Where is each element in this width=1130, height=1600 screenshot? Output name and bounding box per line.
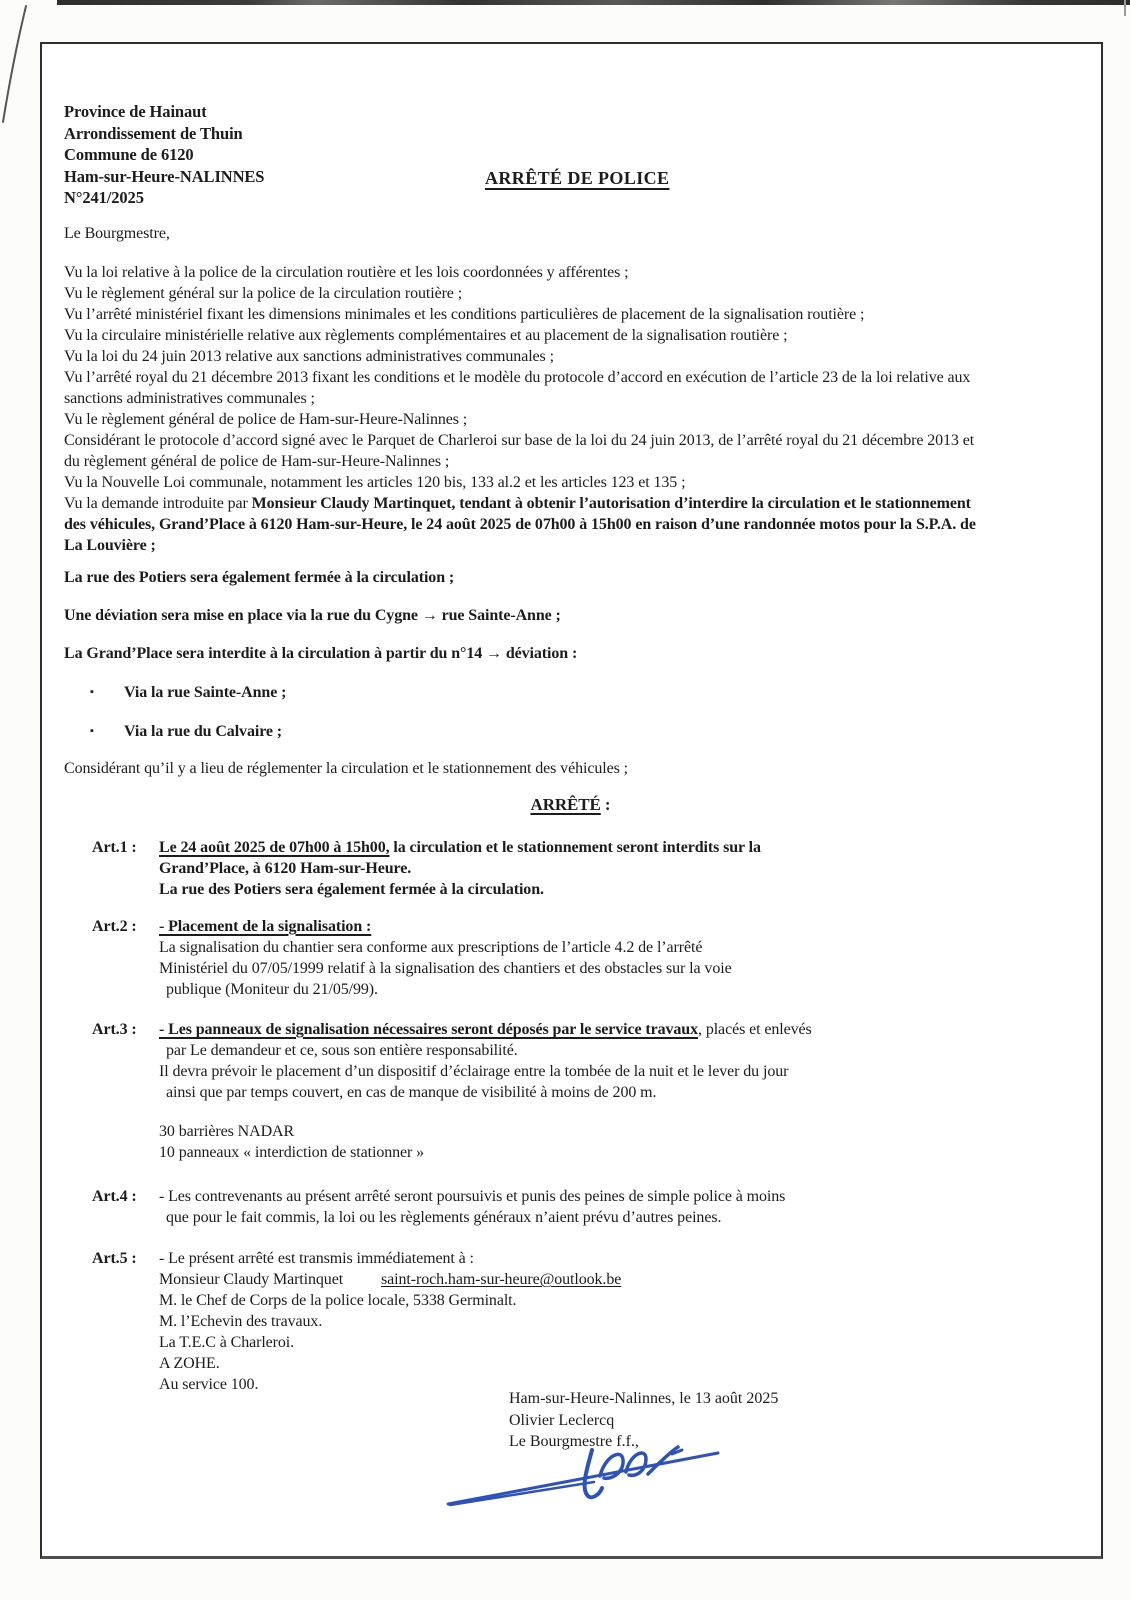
- signature-place-date: Ham-sur-Heure-Nalinnes, le 13 août 2025: [509, 1390, 779, 1407]
- statement-grand-place: La Grand’Place sera interdite à la circulation à partir du n°14 → déviation :: [64, 644, 578, 662]
- article-3: [64, 1019, 1077, 1163]
- document-content: [42, 44, 1101, 1395]
- article-1: [64, 837, 1077, 900]
- preamble-line: Vu la circulaire ministérielle relative aux règlements complémentaires et au placement de la signalisation routière ;: [64, 326, 788, 344]
- article-1-underlined: Le 24 août 2025 de 07h00 à 15h00,: [159, 838, 390, 856]
- article-4: [64, 1186, 1077, 1228]
- letterhead-line: Ham-sur-Heure-NALINNES: [64, 166, 265, 186]
- arrete-heading-colon: :: [600, 794, 611, 814]
- preamble-line: du règlement général de police de Ham-sur-Heure-Nalinnes ;: [64, 452, 450, 470]
- article-1-body: [159, 837, 761, 900]
- article-1-rest: la circulation et le stationnement seront interdits sur la: [389, 838, 761, 856]
- arrete-heading: [64, 794, 1077, 815]
- article-2: [64, 916, 1077, 1000]
- article-5: [64, 1248, 1077, 1395]
- article-4-label: Art.4 :: [92, 1187, 137, 1205]
- letterhead-line: Commune de 6120: [64, 145, 194, 165]
- document-title: ARRÊTÉ DE POLICE: [485, 168, 670, 188]
- request-prefix: Vu la demande introduite par: [64, 494, 252, 512]
- bullet-item: [64, 682, 1077, 703]
- signature-name: Olivier Leclercq: [509, 1411, 615, 1429]
- article-3-label: Art.3 :: [92, 1020, 137, 1038]
- article-3-line: Il devra prévoir le placement d’un dispositif d’éclairage entre la tombée de la nuit et le lever du jour: [159, 1062, 789, 1080]
- article-3-heading: [159, 1019, 812, 1040]
- article-2-line: La signalisation du chantier sera conforme aux prescriptions de l’article 4.2 de l’arrêté: [159, 938, 703, 956]
- article-5-label: Art.5 :: [92, 1249, 137, 1267]
- preamble: [64, 262, 1077, 556]
- recipient-line: A ZOHE.: [159, 1354, 220, 1372]
- recipient-line: M. le Chef de Corps de la police locale, 5338 Germinalt.: [159, 1291, 517, 1309]
- article-2-heading: - Placement de la signalisation :: [159, 917, 372, 935]
- preamble-line: Vu la loi du 24 juin 2013 relative aux sanctions administratives communales ;: [64, 347, 554, 365]
- recipient-line: M. l’Echevin des travaux.: [159, 1312, 323, 1330]
- article-3-body: [159, 1019, 812, 1163]
- article-3-heading-rest: , placés et enlevés: [698, 1020, 812, 1038]
- bullet-text: Via la rue Sainte-Anne ;: [124, 683, 287, 701]
- recipient-line: La T.E.C à Charleroi.: [159, 1333, 295, 1351]
- preamble-line: Vu l’arrêté ministériel fixant les dimensions minimales et les conditions particulières de placement de la signalisation routière ;: [64, 305, 865, 323]
- scan-artifact-edge-tick: [1124, 0, 1126, 16]
- reference-number: N°241/2025: [64, 188, 144, 208]
- pen-mark-corner: [0, 2, 40, 132]
- request-bold: Monsieur Claudy Martinquet, tendant à obtenir l’autorisation d’interdire la circulation et le stationnement: [251, 494, 971, 512]
- letterhead-line: Arrondissement de Thuin: [64, 123, 243, 143]
- article-3-line: par Le demandeur et ce, sous son entière responsabilité.: [166, 1041, 518, 1059]
- preamble-line: Vu la Nouvelle Loi communale, notamment les articles 120 bis, 133 al.2 et les articles 123 et 135 ;: [64, 473, 686, 491]
- preamble-line: Vu le règlement général de police de Ham-sur-Heure-Nalinnes ;: [64, 410, 468, 428]
- article-5-intro: - Le présent arrêté est transmis immédiatement à :: [159, 1249, 474, 1267]
- statement-considerant: Considérant qu’il y a lieu de réglementer la circulation et le stationnement des véhicules ;: [64, 759, 628, 777]
- scan-artifact-top-band: [57, 0, 1130, 5]
- article-2-body: [159, 916, 732, 1000]
- statement-deviation: Une déviation sera mise en place via la rue du Cygne → rue Sainte-Anne ;: [64, 606, 561, 624]
- article-1-label: Art.1 :: [92, 838, 137, 856]
- request-line: des véhicules, Grand’Place à 6120 Ham-sur-Heure, le 24 août 2025 de 07h00 à 15h00 en raison d’une randonnée motos pour la S.P.A. de: [64, 515, 976, 533]
- bullet-item: [64, 721, 1077, 742]
- request-line: La Louvière ;: [64, 536, 156, 554]
- preamble-line: Vu l’arrêté royal du 21 décembre 2013 fixant les conditions et le modèle du protocole d’accord en exécution de l’article 23 de la loi relative aux: [64, 368, 971, 386]
- statement-potiers: La rue des Potiers sera également fermée à la circulation ;: [64, 568, 455, 586]
- article-2-line: Ministériel du 07/05/1999 relatif à la signalisation des chantiers et des obstacles sur la voie: [159, 959, 732, 977]
- letterhead: [64, 101, 1077, 209]
- bullet-text: Via la rue du Calvaire ;: [124, 722, 283, 740]
- article-1-line: Grand’Place, à 6120 Ham-sur-Heure.: [159, 859, 412, 877]
- preamble-line: Vu la loi relative à la police de la circulation routière et les lois coordonnées y afférentes ;: [64, 263, 629, 281]
- article-3-line: ainsi que par temps couvert, en cas de manque de visibilité à moins de 200 m.: [166, 1083, 657, 1101]
- square-bullet-icon: ▪: [90, 724, 94, 737]
- document-page-frame: [40, 42, 1103, 1559]
- materials-list: [159, 1121, 812, 1163]
- arrete-heading-word: ARRÊTÉ: [530, 794, 601, 814]
- article-3-heading-underlined: - Les panneaux de signalisation nécessaires seront déposés par le service travaux: [159, 1020, 699, 1038]
- recipient-name: Monsieur Claudy Martinquet: [159, 1270, 344, 1288]
- article-2-label: Art.2 :: [92, 917, 137, 935]
- article-4-line: - Les contrevenants au présent arrêté seront poursuivis et punis des peines de simple police à moins: [159, 1187, 786, 1205]
- article-1-line: La rue des Potiers sera également fermée à la circulation.: [159, 880, 544, 898]
- salutation: Le Bourgmestre,: [64, 224, 170, 242]
- recipient-line: Au service 100.: [159, 1375, 259, 1393]
- preamble-line: Considérant le protocole d’accord signé avec le Parquet de Charleroi sur base de la loi du 24 juin 2013, de l’arrêté royal du 21 décembre 2013 et: [64, 431, 975, 449]
- recipient-email: saint-roch.ham-sur-heure@outlook.be: [381, 1270, 622, 1288]
- article-5-body: [159, 1248, 621, 1395]
- recipient-row: [159, 1269, 621, 1290]
- request-line: [64, 493, 1077, 514]
- materials-item: 10 panneaux « interdiction de stationner »: [159, 1143, 425, 1161]
- preamble-line: sanctions administratives communales ;: [64, 389, 315, 407]
- preamble-line: Vu le règlement général sur la police de la circulation routière ;: [64, 284, 463, 302]
- signature-role: Le Bourgmestre f.f.,: [509, 1433, 639, 1450]
- article-1-line: [159, 837, 761, 858]
- square-bullet-icon: ▪: [90, 685, 94, 698]
- article-2-line: publique (Moniteur du 21/05/99).: [166, 980, 378, 998]
- materials-item: 30 barrières NADAR: [159, 1122, 295, 1140]
- letterhead-line: Province de Hainaut: [64, 102, 207, 121]
- signature-graphic: [442, 1442, 732, 1512]
- article-4-line: que pour le fait commis, la loi ou les règlements généraux n’aient prévu d’autres peines.: [166, 1208, 722, 1226]
- article-4-body: [159, 1186, 785, 1228]
